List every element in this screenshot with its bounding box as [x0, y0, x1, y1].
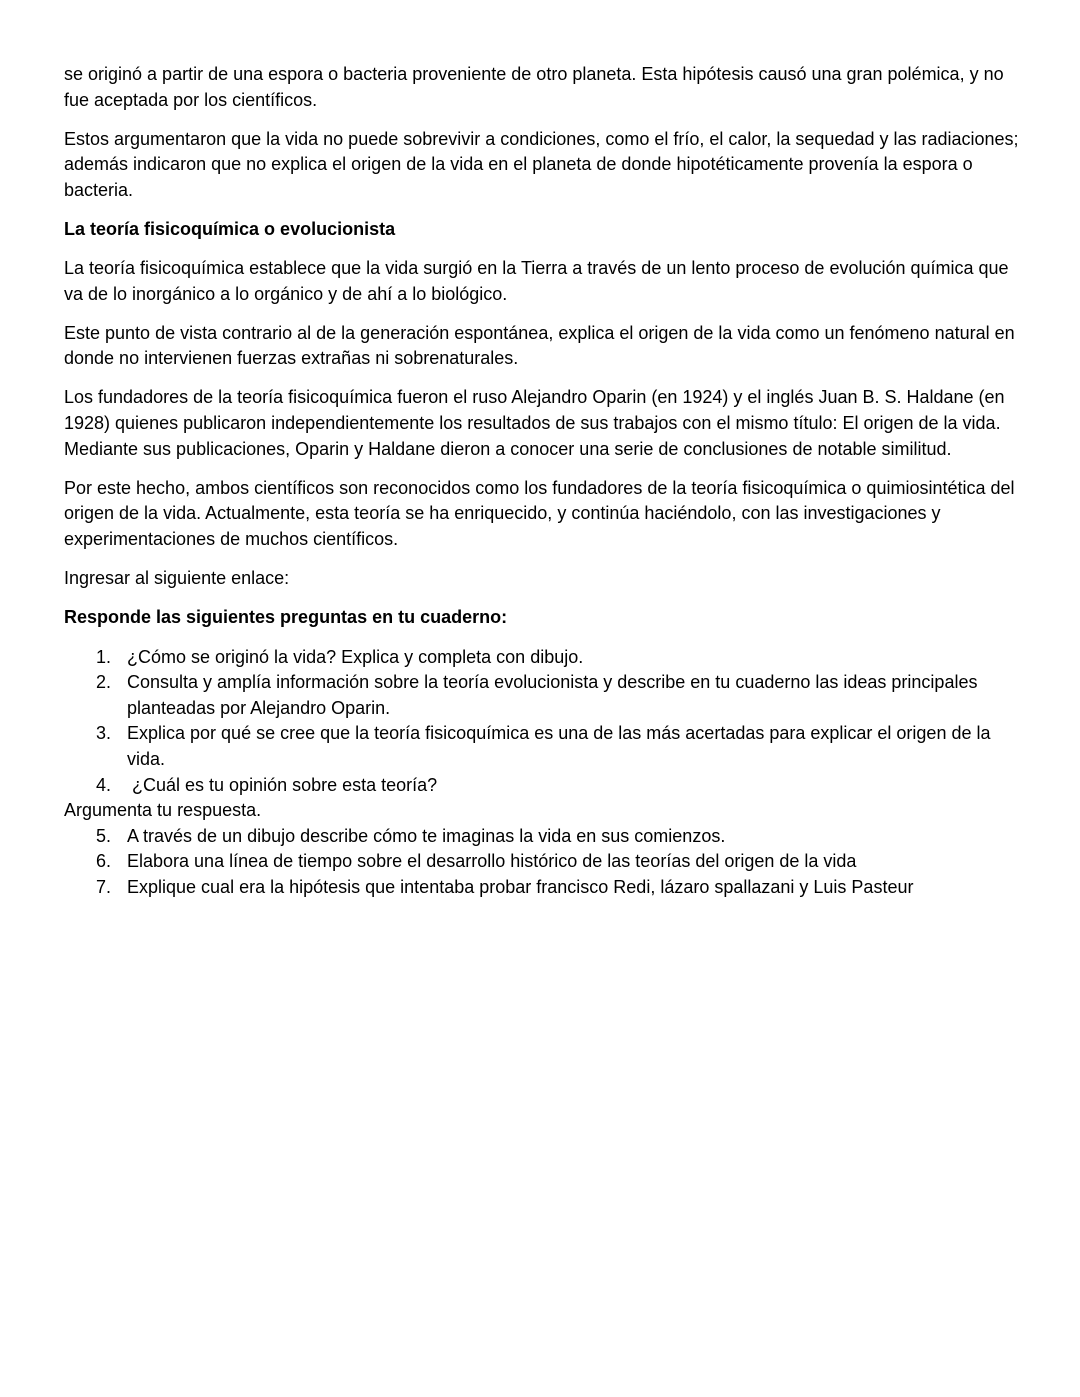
question-number: 4.: [96, 774, 112, 795]
paragraph-theory-definition: La teoría fisicoquímica establece que la vida surgió en la Tierra a través de un lento proceso de evolución química que va de lo inorgánico a lo orgánico y de ahí a lo biológico.: [64, 258, 1009, 304]
question-number: 1.: [96, 646, 112, 667]
question-number: 6.: [96, 851, 112, 872]
question-text: Explique cual era la hipótesis que intentaba probar francisco Redi, lázaro spallazani y Luis Pasteur: [127, 877, 914, 898]
question-number: 2.: [96, 672, 112, 693]
question-text: ¿Cómo se originó la vida? Explica y completa con dibujo.: [127, 646, 584, 667]
paragraph-founders-recognition: Por este hecho, ambos científicos son reconocidos como los fundadores de la teoría fisicoquímica o quimiosintética del origen de la vida. Actualmente, esta teoría se ha enriquecido, y continúa haciéndolo, con las investigaciones y experimentaciones de muchos científicos.: [64, 477, 1015, 549]
section-heading-physicochemical-theory: La teoría fisicoquímica o evolucionista: [64, 218, 396, 239]
continuation-line: Argumenta tu respuesta.: [64, 800, 262, 821]
paragraph-oparin-haldane: Los fundadores de la teoría fisicoquímica fueron el ruso Alejandro Oparin (en 1924) y el inglés Juan B. S. Haldane (en 1928) quienes publicaron independientemente los resultados de sus trabajos con el mismo título: El origen de la vida. Mediante sus publicaciones, Oparin y Haldane dieron a conocer una serie de conclusiones de notable similitud.: [64, 387, 1005, 459]
question-number: 5.: [96, 825, 112, 846]
question-item: [64, 773, 1024, 799]
question-number: 7.: [96, 877, 112, 898]
questions-heading: Responde las siguientes preguntas en tu cuaderno:: [64, 607, 508, 628]
questions-list-part-2: [64, 824, 1024, 901]
document-page: [64, 62, 1024, 901]
paragraph-link-instruction: Ingresar al siguiente enlace:: [64, 568, 290, 588]
question-text: Elabora una línea de tiempo sobre el desarrollo histórico de las teorías del origen de la vida: [127, 851, 857, 872]
question-text: Explica por qué se cree que la teoría fisicoquímica es una de las más acertadas para explicar el origen de la vida.: [127, 723, 991, 770]
question-text: Consulta y amplía información sobre la teoría evolucionista y describe en tu cuaderno las ideas principales planteadas por Alejandro Oparin.: [127, 672, 978, 718]
question-text: ¿Cuál es tu opinión sobre esta teoría?: [127, 774, 438, 795]
question-item: [64, 849, 1024, 875]
paragraph-spore-hypothesis: se originó a partir de una espora o bacteria proveniente de otro planeta. Esta hipótesis causó una gran polémica, y no fue aceptada por los científicos.: [64, 64, 1004, 110]
questions-list-part-1: [64, 645, 1024, 799]
question-item: [64, 824, 1024, 850]
question-number: 3.: [96, 723, 112, 744]
question-item: [64, 721, 1024, 772]
question-text: A través de un dibujo describe cómo te imaginas la vida en sus comienzos.: [127, 825, 726, 846]
question-item: [64, 875, 1024, 901]
paragraph-scientists-arguments: Estos argumentaron que la vida no puede sobrevivir a condiciones, como el frío, el calor, la sequedad y las radiaciones; además indicaron que no explica el origen de la vida en el planeta de donde hipotéticamente provenía la espora o bacteria.: [64, 128, 1019, 200]
question-item: [64, 670, 1024, 721]
question-item: [64, 645, 1024, 671]
paragraph-spontaneous-generation-contrast: Este punto de vista contrario al de la generación espontánea, explica el origen de la vida como un fenómeno natural en donde no intervienen fuerzas extrañas ni sobrenaturales.: [64, 322, 1015, 369]
